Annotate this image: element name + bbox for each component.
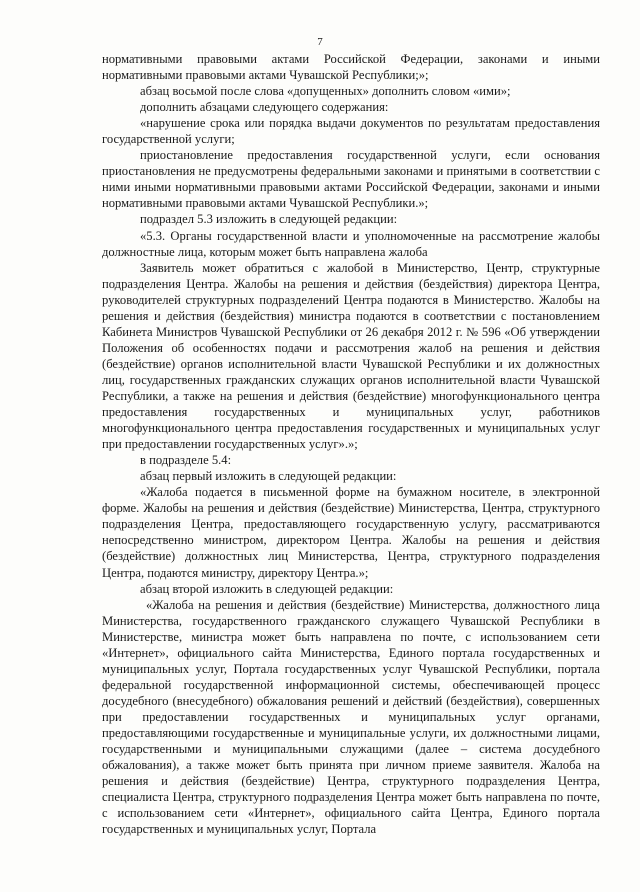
- paragraph: нормативными правовыми актами Российской Федерации, законами и иными нормативными правовыми актами Чувашской Республики;»;: [102, 52, 600, 83]
- paragraph: «нарушение срока или порядка выдачи документов по результатам предоставления государственной услуги;: [102, 116, 600, 147]
- page-number: 7: [317, 36, 323, 48]
- paragraph: абзац первый изложить в следующей редакции:: [140, 469, 397, 484]
- paragraph: дополнить абзацами следующего содержания:: [140, 100, 389, 115]
- paragraph: приостановление предоставления государственной услуги, если основания приостановления не предусмотрены федеральными законами и принятыми в соответствии с ними иными нормативными правовыми актами Российской Федерации, законами и иными нормативными правовыми актами Чувашской Республики.»;: [102, 148, 600, 211]
- paragraph: абзац второй изложить в следующей редакции:: [140, 581, 394, 596]
- paragraph: в подразделе 5.4:: [140, 453, 232, 468]
- paragraph: «Жалоба на решения и действия (бездействие) Министерства, должностного лица Министерства, государственного гражданского служащего Чувашской Республики в Министерстве, министра может быть направлена по почте, с использованием сети «Интернет», официального сайта Министерства, Единого портала государственных и муниципальных услуг, Портала государственных услуг Чувашской Республики, портала федеральной государственной информационной системы, обеспечивающей процесс досудебного (внесудебного) обжалования решений и действий (бездействия), совершенных при предоставлении государственных и муниципальных услуг органами, предоставляющими государственные и муниципальные услуги, их должностными лицами, государственными и муниципальными служащими (далее – система досудебного обжалования), а также может быть принята при личном приеме заявителя. Жалоба на решения и действия (бездействие) Центра, структурного подразделения Центра, специалиста Центра, структурного подразделения Центра может быть направлена по почте, с использованием сети «Интернет», официального сайта Центра, Единого портала государственных и муниципальных услуг, Портала: [102, 597, 600, 837]
- paragraph: абзац восьмой после слова «допущенных» дополнить словом «ими»;: [140, 84, 511, 99]
- paragraph: «Жалоба подается в письменной форме на бумажном носителе, в электронной форме. Жалобы на решения и действия (бездействие) Министерства, Центра, структурного подразделения Центра, предоставляющего государственную услугу, рассматриваются непосредственно министром, директором Центра. Жалобы на решения и действия (бездействие) должностных лиц Министерства, Центра, структурного подразделения Центра, подаются министру, директору Центра.»;: [102, 485, 600, 580]
- paragraph: «5.3. Органы государственной власти и уполномоченные на рассмотрение жалобы должностные лица, которым может быть направлена жалоба: [102, 228, 600, 259]
- paragraph: Заявитель может обратиться с жалобой в Министерство, Центр, структурные подразделения Центра. Жалобы на решения и действия (бездействия) директора Центра, руководителей структурных подразделений Центра подаются в Министерство. Жалобы на решения и действия (бездействия) министра подаются в соответствии с постановлением Кабинета Министров Чувашской Республики от 26 декабря 2012 г. № 596 «Об утверждении Положения об особенностях подачи и рассмотрения жалоб на решения и действия (бездействие) органов исполнительной власти Чувашской Республики и их должностных лиц, государственных гражданских служащих органов исполнительной власти Чувашской Республики, а также на решения и действия (бездействие) многофункционального центра предоставления государственных и муниципальных услуг, работников многофункционального центра предоставления государственных и муниципальных услуг при предоставлении государственных услуг».»;: [102, 260, 600, 452]
- body-text: [102, 51, 600, 837]
- paragraph: подраздел 5.3 изложить в следующей редакции:: [140, 212, 398, 227]
